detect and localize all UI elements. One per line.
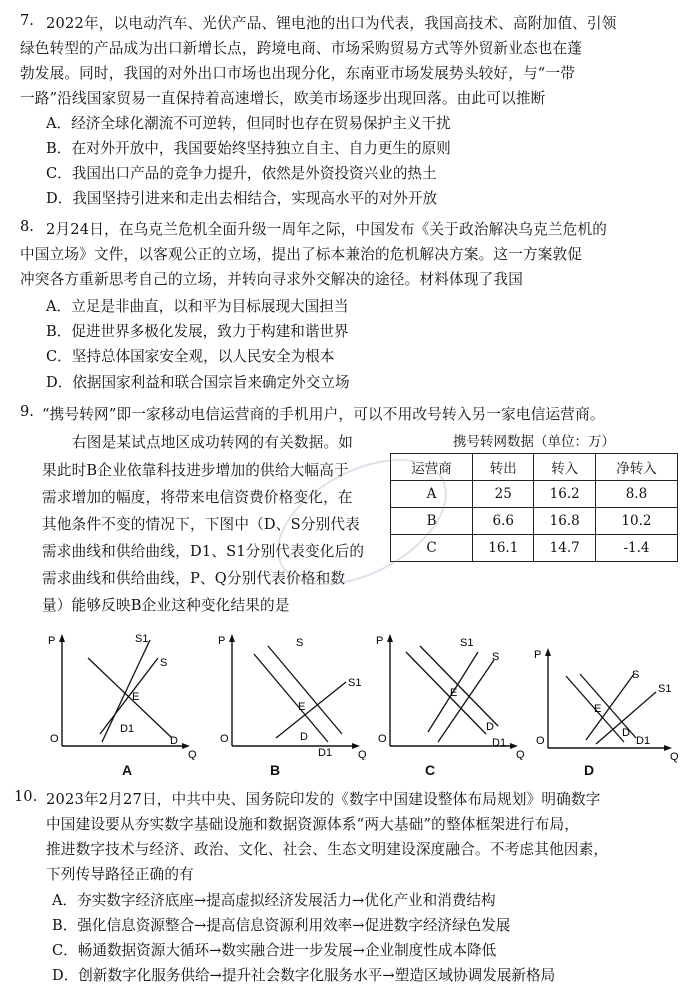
- q7-stem-line: 绿色转型的产品成为出口新增长点，跨境电商、市场采购贸易方式等外贸新业态也在蓬: [20, 40, 583, 57]
- q9-stem-line: 需求曲线和供给曲线，P、Q分别代表价格和数: [42, 570, 346, 587]
- graph-a-q-label: Q: [188, 749, 197, 760]
- table-header-cell: 转入: [534, 454, 595, 481]
- graph-d-d-label: D: [622, 727, 630, 739]
- graph-d-p-label: P: [534, 649, 542, 661]
- q9-number: 9.: [20, 403, 34, 420]
- q9-stem-line: 其他条件不变的情况下，下图中（D、S分别代表: [42, 516, 360, 533]
- table-row: [391, 508, 678, 535]
- graph-b-q-label: Q: [358, 749, 367, 760]
- table-cell: 16.8: [534, 508, 595, 535]
- graph-a-s1-label: S1: [135, 633, 149, 645]
- table-header-cell: 净转入: [595, 454, 677, 481]
- q10-number: 10.: [14, 788, 38, 805]
- graph-a-p-label: P: [48, 635, 56, 647]
- graph-a-s-label: S: [160, 657, 168, 669]
- q8-stem-line: 2月24日，在乌克兰危机全面升级一周年之际，中国发布《关于政治解决乌克兰危机的: [46, 221, 608, 238]
- q10-option-b[interactable]: B．强化信息资源整合→提高信息资源利用效率→促进数字经济绿色发展: [52, 917, 511, 934]
- q7-stem-line: 勃发展。同时，我国的对外出口市场也出现分化，东南亚市场发展势头较好，与“一带: [20, 65, 576, 82]
- q8-option-c[interactable]: C．坚持总体国家安全观，以人民安全为根本: [46, 348, 335, 365]
- graph-a-d-label: D: [170, 735, 178, 747]
- q10-stem-line: 推进数字技术与经济、政治、文化、社会、生态文明建设深度融合。不考虑其他因素，: [46, 841, 609, 858]
- table-cell: 25: [473, 481, 534, 508]
- q8-option-b[interactable]: B．促进世界多极化发展，致力于构建和谐世界: [46, 323, 349, 340]
- graph-c[interactable]: [368, 630, 528, 760]
- graph-d-o-label: O: [536, 735, 545, 747]
- table-cell: 8.8: [595, 481, 677, 508]
- graph-d-s-label: S: [632, 669, 640, 681]
- graph-c-s-label: S: [492, 651, 500, 663]
- table-cell: 16.2: [534, 481, 595, 508]
- graph-c-q-label: Q: [516, 749, 525, 760]
- graph-b-s-label: S: [296, 637, 304, 649]
- q10-option-c[interactable]: C．畅通数据资源大循环→数实融合进一步发展→企业制度性成本降低: [52, 942, 497, 959]
- table-cell: 10.2: [595, 508, 677, 535]
- number-portability-table: [390, 428, 678, 562]
- q9-stem-line: 量）能够反映B企业这种变化结果的是: [42, 597, 290, 614]
- table-cell: 14.7: [534, 535, 595, 562]
- graph-d-e-label: E: [594, 703, 602, 715]
- table-caption: 携号转网数据（单位：万）: [453, 434, 615, 450]
- graph-b-o-label: O: [220, 733, 229, 745]
- table-row: [391, 535, 678, 562]
- graph-c-s1-label: S1: [460, 637, 474, 649]
- q10-stem-line: 下列传导路径正确的有: [46, 866, 194, 883]
- q7-option-c[interactable]: C．我国出口产品的竞争力提升，依然是外资投资兴业的热土: [46, 165, 437, 182]
- q9-stem-line: 需求曲线和供给曲线，D1、S1分别代表变化后的: [42, 543, 365, 560]
- q7-option-a[interactable]: A．经济全球化潮流不可逆转，但同时也存在贸易保护主义干扰: [46, 115, 451, 132]
- graph-c-d1-label: D1: [492, 737, 507, 749]
- graph-d[interactable]: [528, 644, 688, 764]
- q8-option-d[interactable]: D．依据国家利益和联合国宗旨来确定外交立场: [46, 374, 350, 391]
- q10-option-d[interactable]: D．创新数字化服务供给→提升社会数字化服务水平→塑造区域协调发展新格局: [52, 967, 556, 984]
- q10-stem-line: 2023年2月27日，中共中央、国务院印发的《数字中国建设整体布局规划》明确数字: [46, 791, 601, 808]
- q7-number: 7.: [20, 12, 34, 29]
- graph-c-p-label: P: [376, 635, 384, 647]
- table-header-row: [391, 454, 678, 481]
- q8-option-a[interactable]: A．立足是非曲直，以和平为目标展现大国担当: [46, 298, 349, 315]
- table-cell: -1.4: [595, 535, 677, 562]
- table-cell: B: [391, 508, 473, 535]
- graph-b-d1-label: D1: [318, 747, 333, 759]
- graph-c-caption: C: [425, 762, 436, 778]
- graph-c-e-label: E: [450, 687, 458, 699]
- graph-d-d1-label: D1: [636, 735, 651, 747]
- q10-stem-line: 中国建设要从夯实数字基础设施和数据资源体系“两大基础”的整体框架进行布局，: [46, 816, 580, 833]
- q7-option-d[interactable]: D．我国坚持引进来和走出去相结合，实现高水平的对外开放: [46, 190, 438, 207]
- q9-stem-line: 需求增加的幅度，将带来电信资费价格变化，在: [42, 489, 353, 506]
- q8-number: 8.: [20, 218, 34, 235]
- table-cell: A: [391, 481, 473, 508]
- q10-option-a[interactable]: A．夯实数字经济底座→提高虚拟经济发展活力→优化产业和消费结构: [52, 892, 496, 909]
- graph-c-d-label: D: [486, 721, 494, 733]
- graph-b-p-label: P: [218, 635, 226, 647]
- graph-a[interactable]: [40, 630, 200, 760]
- graph-a-o-label: O: [50, 733, 59, 745]
- graph-a-caption: A: [122, 762, 133, 778]
- table-cell: C: [391, 535, 473, 562]
- graph-c-o-label: O: [378, 733, 387, 745]
- q8-stem-line: 冲突各方重新思考自己的立场，并转向寻求外交解决的途径。材料体现了我国: [20, 271, 523, 288]
- graph-b[interactable]: [210, 630, 370, 760]
- table-header-cell: 转出: [473, 454, 534, 481]
- table-cell: 16.1: [473, 535, 534, 562]
- graph-b-s1-label: S1: [348, 677, 362, 689]
- q7-option-b[interactable]: B．在对外开放中，我国要始终坚持独立自主、自力更生的原则: [46, 140, 451, 157]
- graph-d-caption: D: [584, 762, 595, 778]
- q7-stem-line: 一路”沿线国家贸易一直保持着高速增长，欧美市场逐步出现回落。由此可以推断: [20, 90, 546, 107]
- graph-a-d1-label: D1: [120, 723, 135, 735]
- table-header-cell: 运营商: [391, 454, 473, 481]
- q9-stem-line: 果此时B企业依靠科技进步增加的供给大幅高于: [42, 462, 349, 479]
- table-row: [391, 481, 678, 508]
- q9-stem-line: “携号转网”即一家移动电信运营商的手机用户，可以不用改号转入另一家电信运营商。: [42, 406, 605, 423]
- q7-stem-line: 2022年，以电动汽车、光伏产品、锂电池的出口为代表，我国高技术、高附加值、引领: [46, 15, 617, 32]
- graph-d-q-label: Q: [670, 751, 679, 763]
- q8-stem-line: 中国立场》文件，以客观公正的立场，提出了标本兼治的危机解决方案。这一方案敦促: [20, 246, 583, 263]
- q9-stem-line: 右图是某试点地区成功转网的有关数据。如: [72, 434, 354, 451]
- graph-a-e-label: E: [132, 691, 140, 703]
- graph-b-e-label: E: [298, 701, 306, 713]
- table-cell: 6.6: [473, 508, 534, 535]
- graph-b-caption: B: [270, 762, 281, 778]
- graph-b-d-label: D: [300, 731, 308, 743]
- graph-d-s1-label: S1: [658, 683, 672, 695]
